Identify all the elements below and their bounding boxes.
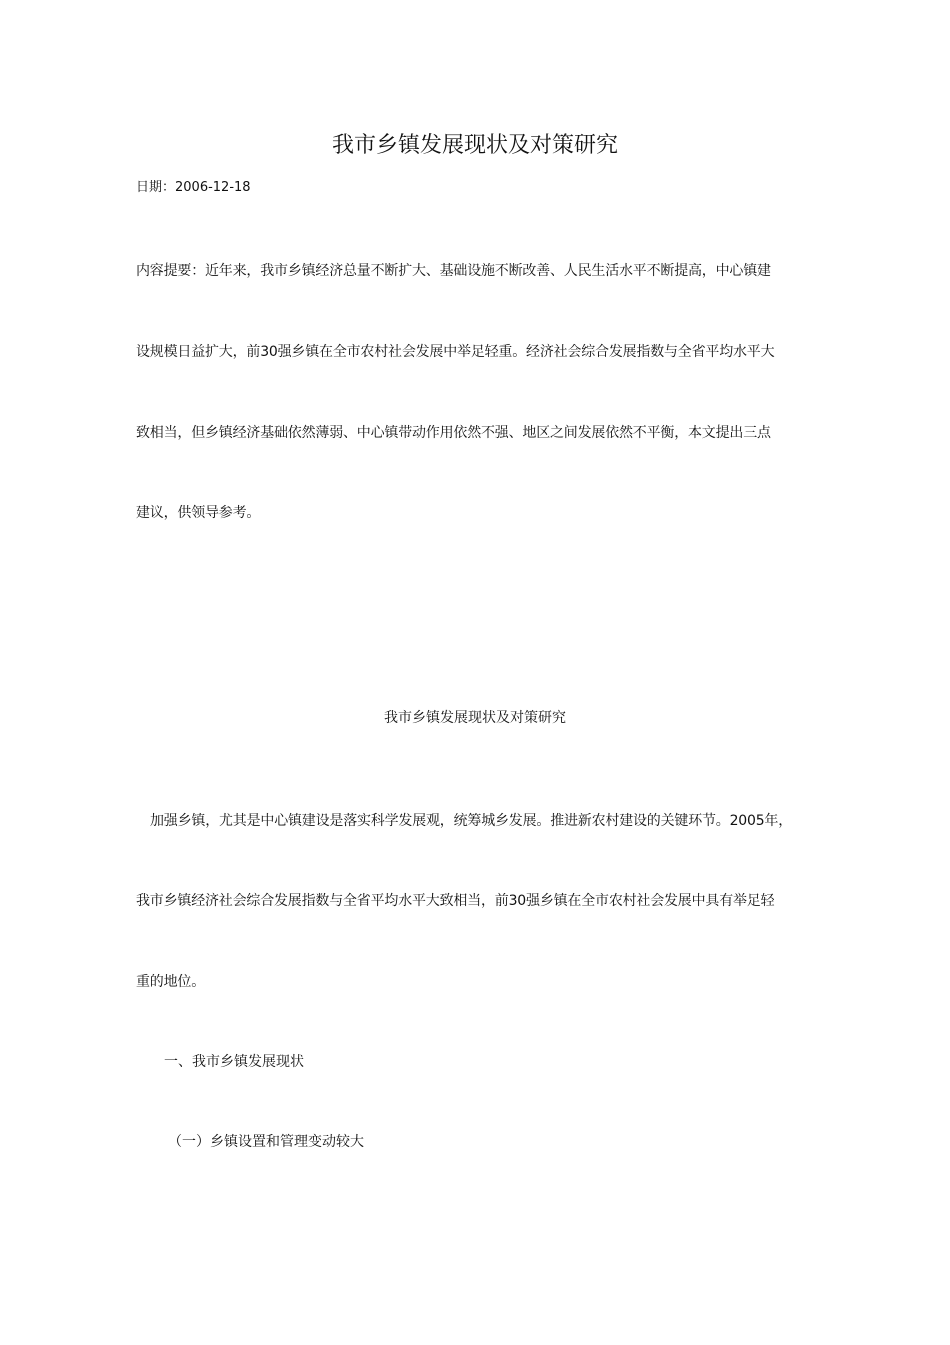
- body-line: 我市乡镇经济社会综合发展指数与全省平均水平大致相当，前30强乡镇在全市农村社会发展中具有举足轻: [136, 893, 775, 909]
- heading-level-2: （一）乡镇设置和管理变动较大: [168, 1134, 364, 1150]
- abstract-line: 内容提要：近年来，我市乡镇经济总量不断扩大、基础设施不断改善、人民生活水平不断提高，中心镇建: [136, 263, 771, 279]
- abstract-line: 设规模日益扩大，前30强乡镇在全市农村社会发展中举足轻重。经济社会综合发展指数与全省平均水平大: [136, 344, 775, 360]
- abstract-line: 致相当，但乡镇经济基础依然薄弱、中心镇带动作用依然不强、地区之间发展依然不平衡，本文提出三点: [136, 425, 771, 441]
- document-title: 我市乡镇发展现状及对策研究: [331, 133, 618, 158]
- document-date: 日期：2006-12-18: [136, 180, 251, 195]
- body-line: 加强乡镇，尤其是中心镇建设是落实科学发展观，统筹城乡发展。推进新农村建设的关键环节。2005年，: [150, 813, 793, 829]
- abstract-line: 建议，供领导参考。: [136, 505, 261, 521]
- heading-level-1: 一、我市乡镇发展现状: [164, 1054, 304, 1070]
- section-title: 我市乡镇发展现状及对策研究: [384, 710, 566, 726]
- body-line: 重的地位。: [136, 974, 205, 990]
